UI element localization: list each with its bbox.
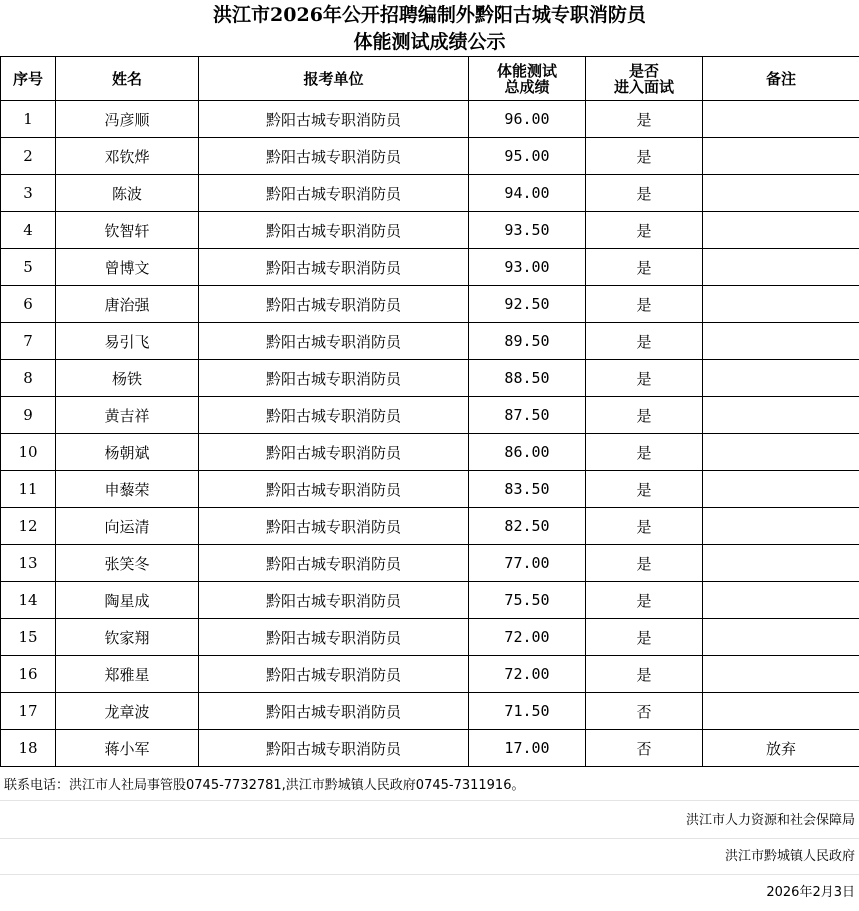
cell-unit: 黔阳古城专职消防员	[199, 175, 469, 212]
cell-interview: 是	[586, 508, 703, 545]
cell-remark	[703, 582, 859, 619]
cell-name: 张笑冬	[56, 545, 199, 582]
cell-score: 75.50	[469, 582, 586, 619]
cell-name: 郑雅星	[56, 656, 199, 693]
cell-remark	[703, 619, 859, 656]
cell-seq: 11	[1, 471, 56, 508]
table-row	[1, 656, 859, 693]
cell-remark	[703, 434, 859, 471]
cell-remark	[703, 286, 859, 323]
table-row	[1, 323, 859, 360]
cell-remark	[703, 249, 859, 286]
cell-unit: 黔阳古城专职消防员	[199, 693, 469, 730]
cell-score: 93.00	[469, 249, 586, 286]
cell-remark	[703, 397, 859, 434]
cell-score: 93.50	[469, 212, 586, 249]
cell-score: 87.50	[469, 397, 586, 434]
results-table	[0, 56, 859, 767]
cell-unit: 黔阳古城专职消防员	[199, 656, 469, 693]
cell-unit: 黔阳古城专职消防员	[199, 138, 469, 175]
cell-seq: 12	[1, 508, 56, 545]
cell-interview: 是	[586, 323, 703, 360]
cell-seq: 18	[1, 730, 56, 767]
table-row	[1, 138, 859, 175]
issuer-hr-bureau: 洪江市人力资源和社会保障局	[0, 803, 859, 839]
cell-remark	[703, 656, 859, 693]
table-row	[1, 101, 859, 138]
table-row	[1, 693, 859, 730]
header-score-line2: 总成绩	[504, 77, 550, 96]
cell-remark	[703, 508, 859, 545]
cell-remark	[703, 323, 859, 360]
cell-name: 龙章波	[56, 693, 199, 730]
header-score	[469, 57, 586, 101]
cell-score: 72.00	[469, 656, 586, 693]
contact-info: 联系电话：洪江市人社局事管股0745-7732781,洪江市黔城镇人民政府0745-7311916。	[0, 775, 859, 801]
table-row	[1, 471, 859, 508]
header-remark: 备注	[703, 57, 859, 101]
page-title-line2: 体能测试成绩公示	[353, 31, 506, 53]
table-row	[1, 582, 859, 619]
table-row	[1, 286, 859, 323]
cell-name: 申藜荣	[56, 471, 199, 508]
header-seq: 序号	[1, 57, 56, 101]
cell-unit: 黔阳古城专职消防员	[199, 249, 469, 286]
cell-interview: 是	[586, 175, 703, 212]
cell-score: 96.00	[469, 101, 586, 138]
cell-unit: 黔阳古城专职消防员	[199, 323, 469, 360]
cell-name: 邓钦烨	[56, 138, 199, 175]
cell-unit: 黔阳古城专职消防员	[199, 101, 469, 138]
cell-score: 82.50	[469, 508, 586, 545]
cell-seq: 15	[1, 619, 56, 656]
issue-date: 2026年2月3日	[766, 885, 855, 900]
header-score-line1: 体能测试	[496, 61, 557, 80]
cell-remark: 放弃	[703, 730, 859, 767]
cell-seq: 5	[1, 249, 56, 286]
cell-score: 72.00	[469, 619, 586, 656]
header-name: 姓名	[56, 57, 199, 101]
cell-score: 92.50	[469, 286, 586, 323]
cell-remark	[703, 101, 859, 138]
cell-interview: 是	[586, 545, 703, 582]
table-row	[1, 508, 859, 545]
cell-score: 94.00	[469, 175, 586, 212]
cell-unit: 黔阳古城专职消防员	[199, 619, 469, 656]
cell-name: 向运清	[56, 508, 199, 545]
cell-remark	[703, 693, 859, 730]
table-row	[1, 434, 859, 471]
cell-score: 77.00	[469, 545, 586, 582]
cell-score: 95.00	[469, 138, 586, 175]
header-interview	[586, 57, 703, 101]
cell-name: 陶星成	[56, 582, 199, 619]
cell-name: 钦智轩	[56, 212, 199, 249]
cell-unit: 黔阳古城专职消防员	[199, 360, 469, 397]
cell-interview: 是	[586, 471, 703, 508]
cell-interview: 是	[586, 397, 703, 434]
cell-interview: 是	[586, 212, 703, 249]
cell-interview: 是	[586, 249, 703, 286]
table-header-row	[1, 57, 859, 101]
cell-unit: 黔阳古城专职消防员	[199, 508, 469, 545]
cell-seq: 2	[1, 138, 56, 175]
cell-score: 83.50	[469, 471, 586, 508]
cell-interview: 是	[586, 619, 703, 656]
cell-name: 曾博文	[56, 249, 199, 286]
cell-score: 88.50	[469, 360, 586, 397]
cell-name: 陈波	[56, 175, 199, 212]
cell-remark	[703, 545, 859, 582]
cell-score: 86.00	[469, 434, 586, 471]
cell-name: 钦家翔	[56, 619, 199, 656]
cell-seq: 14	[1, 582, 56, 619]
cell-remark	[703, 212, 859, 249]
cell-seq: 9	[1, 397, 56, 434]
cell-interview: 是	[586, 582, 703, 619]
table-row	[1, 397, 859, 434]
table-row	[1, 249, 859, 286]
table-row	[1, 730, 859, 767]
table-row	[1, 212, 859, 249]
cell-unit: 黔阳古城专职消防员	[199, 545, 469, 582]
cell-interview: 是	[586, 101, 703, 138]
cell-unit: 黔阳古城专职消防员	[199, 471, 469, 508]
header-unit: 报考单位	[199, 57, 469, 101]
issuer-town-government: 洪江市黔城镇人民政府	[0, 839, 859, 875]
cell-interview: 是	[586, 656, 703, 693]
cell-remark	[703, 471, 859, 508]
cell-remark	[703, 175, 859, 212]
cell-seq: 13	[1, 545, 56, 582]
cell-seq: 6	[1, 286, 56, 323]
cell-unit: 黔阳古城专职消防员	[199, 730, 469, 767]
cell-seq: 8	[1, 360, 56, 397]
cell-name: 易引飞	[56, 323, 199, 360]
cell-remark	[703, 138, 859, 175]
cell-seq: 3	[1, 175, 56, 212]
cell-interview: 是	[586, 360, 703, 397]
cell-name: 黄吉祥	[56, 397, 199, 434]
table-row	[1, 619, 859, 656]
cell-seq: 7	[1, 323, 56, 360]
table-body	[1, 101, 859, 767]
table-row	[1, 545, 859, 582]
cell-unit: 黔阳古城专职消防员	[199, 397, 469, 434]
header-interview-line2: 进入面试	[613, 77, 674, 96]
cell-unit: 黔阳古城专职消防员	[199, 582, 469, 619]
cell-seq: 1	[1, 101, 56, 138]
table-row	[1, 360, 859, 397]
cell-name: 冯彦顺	[56, 101, 199, 138]
cell-seq: 17	[1, 693, 56, 730]
cell-unit: 黔阳古城专职消防员	[199, 212, 469, 249]
cell-name: 唐治强	[56, 286, 199, 323]
cell-name: 蒋小军	[56, 730, 199, 767]
cell-interview: 是	[586, 434, 703, 471]
cell-unit: 黔阳古城专职消防员	[199, 434, 469, 471]
header-interview-line1: 是否	[628, 61, 659, 80]
cell-score: 17.00	[469, 730, 586, 767]
page-title-line1: 洪江市2026年公开招聘编制外黔阳古城专职消防员	[213, 4, 646, 26]
cell-seq: 10	[1, 434, 56, 471]
cell-score: 71.50	[469, 693, 586, 730]
cell-seq: 16	[1, 656, 56, 693]
table-row	[1, 175, 859, 212]
cell-interview: 否	[586, 693, 703, 730]
cell-name: 杨铁	[56, 360, 199, 397]
cell-name: 杨朝斌	[56, 434, 199, 471]
cell-interview: 是	[586, 138, 703, 175]
cell-unit: 黔阳古城专职消防员	[199, 286, 469, 323]
cell-seq: 4	[1, 212, 56, 249]
cell-score: 89.50	[469, 323, 586, 360]
cell-interview: 否	[586, 730, 703, 767]
cell-interview: 是	[586, 286, 703, 323]
cell-remark	[703, 360, 859, 397]
